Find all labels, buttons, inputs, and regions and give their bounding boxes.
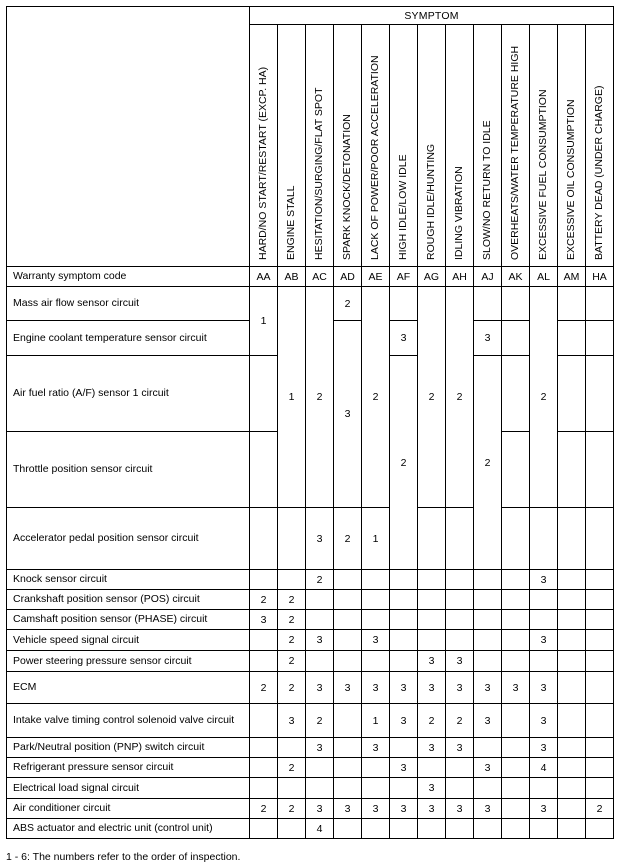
matrix-cell xyxy=(586,590,614,610)
symptom-col-header xyxy=(558,25,586,267)
matrix-cell: 3 xyxy=(530,704,558,738)
matrix-cell: 2 xyxy=(446,704,474,738)
matrix-cell: 2 xyxy=(250,672,278,704)
matrix-cell xyxy=(586,651,614,672)
symptom-name: ROUGH IDLE/HUNTING xyxy=(425,143,437,260)
matrix-cell xyxy=(306,778,334,799)
matrix-cell xyxy=(418,508,446,570)
matrix-cell xyxy=(586,570,614,590)
symptom-col-header xyxy=(278,25,306,267)
table-row xyxy=(7,758,614,778)
symptom-name: ENGINE STALL xyxy=(285,185,297,260)
matrix-cell xyxy=(250,508,278,570)
symptom-col-header xyxy=(306,25,334,267)
table-row xyxy=(7,590,614,610)
matrix-cell xyxy=(502,738,530,758)
warranty-code: AE xyxy=(362,267,390,287)
matrix-cell: 4 xyxy=(530,758,558,778)
warranty-code: HA xyxy=(586,267,614,287)
matrix-cell xyxy=(586,778,614,799)
matrix-cell xyxy=(446,590,474,610)
symptom-name: HIGH IDLE/LOW IDLE xyxy=(397,154,409,260)
matrix-cell: 2 xyxy=(278,758,306,778)
symptom-col-header xyxy=(586,25,614,267)
row-label: Engine coolant temperature sensor circuit xyxy=(7,321,250,356)
symptom-name: EXCESSIVE OIL CONSUMPTION xyxy=(565,99,577,260)
matrix-cell xyxy=(390,610,418,630)
row-label: Park/Neutral position (PNP) switch circuit xyxy=(7,738,250,758)
matrix-cell xyxy=(390,630,418,651)
matrix-cell xyxy=(334,610,362,630)
matrix-cell xyxy=(250,570,278,590)
row-label: Electrical load signal circuit xyxy=(7,778,250,799)
matrix-cell: 3 xyxy=(530,738,558,758)
matrix-cell xyxy=(558,356,586,432)
warranty-code: AM xyxy=(558,267,586,287)
matrix-cell xyxy=(334,758,362,778)
matrix-cell xyxy=(418,570,446,590)
matrix-cell xyxy=(250,356,278,432)
matrix-cell: 3 xyxy=(530,630,558,651)
matrix-cell: 3 xyxy=(474,321,502,356)
row-label: Accelerator pedal position sensor circuit xyxy=(7,508,250,570)
symptom-matrix-table xyxy=(6,6,614,839)
matrix-cell: 2 xyxy=(278,630,306,651)
matrix-cell xyxy=(502,799,530,819)
matrix-cell: 3 xyxy=(530,672,558,704)
matrix-cell: 3 xyxy=(334,799,362,819)
matrix-cell xyxy=(586,432,614,508)
row-label: Vehicle speed signal circuit xyxy=(7,630,250,651)
symptom-name: EXCESSIVE FUEL CONSUMPTION xyxy=(537,89,549,260)
matrix-cell xyxy=(418,610,446,630)
warranty-code: AD xyxy=(334,267,362,287)
symptom-col-header xyxy=(418,25,446,267)
symptom-col-header xyxy=(334,25,362,267)
matrix-cell: 2 xyxy=(474,356,502,570)
table-row xyxy=(7,630,614,651)
matrix-cell xyxy=(558,778,586,799)
matrix-cell xyxy=(530,590,558,610)
matrix-cell: 2 xyxy=(362,287,390,508)
matrix-cell: 3 xyxy=(446,799,474,819)
table-row xyxy=(7,778,614,799)
matrix-cell xyxy=(418,758,446,778)
matrix-cell xyxy=(390,651,418,672)
row-label: Camshaft position sensor (PHASE) circuit xyxy=(7,610,250,630)
matrix-cell xyxy=(446,570,474,590)
matrix-cell xyxy=(558,508,586,570)
symptom-name: SPARK KNOCK/DETONATION xyxy=(341,114,353,260)
matrix-cell xyxy=(502,321,530,356)
symptom-name: SLOW/NO RETURN TO IDLE xyxy=(481,120,493,260)
matrix-cell: 2 xyxy=(278,651,306,672)
row-label: ECM xyxy=(7,672,250,704)
matrix-cell: 3 xyxy=(530,570,558,590)
matrix-cell xyxy=(390,778,418,799)
matrix-cell xyxy=(558,819,586,839)
matrix-cell xyxy=(558,432,586,508)
matrix-cell xyxy=(558,610,586,630)
matrix-cell xyxy=(558,758,586,778)
matrix-cell: 3 xyxy=(306,799,334,819)
matrix-cell: 2 xyxy=(250,799,278,819)
table-row xyxy=(7,610,614,630)
matrix-cell xyxy=(586,610,614,630)
matrix-cell: 3 xyxy=(306,630,334,651)
matrix-cell: 2 xyxy=(306,287,334,508)
warranty-code: AL xyxy=(530,267,558,287)
matrix-cell: 3 xyxy=(502,672,530,704)
matrix-cell xyxy=(586,508,614,570)
symptom-col-header xyxy=(446,25,474,267)
matrix-cell xyxy=(334,819,362,839)
matrix-cell xyxy=(530,651,558,672)
matrix-cell: 3 xyxy=(390,321,418,356)
matrix-cell: 3 xyxy=(334,672,362,704)
matrix-cell xyxy=(586,704,614,738)
matrix-cell xyxy=(334,704,362,738)
footnote: 1 - 6: The numbers refer to the order of inspection. xyxy=(6,851,241,863)
matrix-cell: 2 xyxy=(418,287,446,508)
matrix-cell xyxy=(390,819,418,839)
matrix-cell xyxy=(558,287,586,321)
matrix-cell xyxy=(530,778,558,799)
matrix-cell xyxy=(502,630,530,651)
matrix-cell xyxy=(250,778,278,799)
matrix-cell xyxy=(446,610,474,630)
symptom-name: IDLING VIBRATION xyxy=(453,166,465,260)
row-label: Crankshaft position sensor (POS) circuit xyxy=(7,590,250,610)
matrix-cell: 1 xyxy=(362,704,390,738)
row-label: Knock sensor circuit xyxy=(7,570,250,590)
matrix-cell xyxy=(278,738,306,758)
matrix-cell xyxy=(474,630,502,651)
matrix-cell xyxy=(306,590,334,610)
matrix-cell xyxy=(250,630,278,651)
matrix-cell: 1 xyxy=(250,287,278,356)
table-row xyxy=(7,651,614,672)
matrix-cell xyxy=(558,321,586,356)
matrix-cell: 3 xyxy=(390,758,418,778)
matrix-cell xyxy=(502,356,530,432)
matrix-cell: 2 xyxy=(530,287,558,508)
matrix-cell xyxy=(362,778,390,799)
matrix-cell xyxy=(446,630,474,651)
matrix-cell: 3 xyxy=(362,630,390,651)
matrix-cell xyxy=(446,508,474,570)
matrix-cell: 3 xyxy=(418,799,446,819)
warranty-code: AA xyxy=(250,267,278,287)
matrix-cell: 2 xyxy=(278,590,306,610)
matrix-cell xyxy=(586,738,614,758)
matrix-cell: 2 xyxy=(390,356,418,570)
matrix-cell xyxy=(278,570,306,590)
matrix-cell: 3 xyxy=(418,738,446,758)
matrix-cell xyxy=(558,570,586,590)
matrix-cell: 3 xyxy=(362,672,390,704)
symptom-name: HESITATION/SURGING/FLAT SPOT xyxy=(313,87,325,260)
matrix-cell xyxy=(586,672,614,704)
matrix-cell: 3 xyxy=(334,321,362,508)
matrix-cell xyxy=(250,819,278,839)
matrix-cell: 3 xyxy=(446,672,474,704)
matrix-cell xyxy=(558,799,586,819)
matrix-cell: 2 xyxy=(306,704,334,738)
matrix-cell xyxy=(334,630,362,651)
matrix-cell xyxy=(390,287,418,321)
matrix-cell xyxy=(334,651,362,672)
matrix-cell xyxy=(250,704,278,738)
matrix-cell xyxy=(306,758,334,778)
row-label: Mass air flow sensor circuit xyxy=(7,287,250,321)
matrix-cell xyxy=(558,651,586,672)
matrix-cell: 3 xyxy=(390,704,418,738)
warranty-code-row xyxy=(7,267,614,287)
row-label: Air conditioner circuit xyxy=(7,799,250,819)
matrix-cell: 3 xyxy=(418,651,446,672)
matrix-cell xyxy=(502,508,530,570)
matrix-cell xyxy=(558,672,586,704)
matrix-cell xyxy=(334,738,362,758)
symptom-name: HARD/NO START/RESTART (EXCP. HA) xyxy=(257,66,269,260)
matrix-cell xyxy=(250,758,278,778)
matrix-cell: 2 xyxy=(306,570,334,590)
matrix-cell xyxy=(558,630,586,651)
matrix-cell xyxy=(530,610,558,630)
row-label: Throttle position sensor circuit xyxy=(7,432,250,508)
matrix-cell xyxy=(558,590,586,610)
matrix-cell: 3 xyxy=(446,651,474,672)
row-label: Refrigerant pressure sensor circuit xyxy=(7,758,250,778)
table-row xyxy=(7,738,614,758)
matrix-cell: 3 xyxy=(306,738,334,758)
matrix-cell xyxy=(362,651,390,672)
matrix-cell: 2 xyxy=(334,508,362,570)
warranty-code: AB xyxy=(278,267,306,287)
matrix-cell xyxy=(502,610,530,630)
matrix-cell: 3 xyxy=(530,799,558,819)
matrix-cell: 3 xyxy=(278,704,306,738)
matrix-cell xyxy=(390,738,418,758)
matrix-cell xyxy=(390,590,418,610)
matrix-cell xyxy=(530,508,558,570)
matrix-cell xyxy=(502,758,530,778)
row-label: Intake valve timing control solenoid valve circuit xyxy=(7,704,250,738)
matrix-cell xyxy=(530,819,558,839)
table-row xyxy=(7,819,614,839)
matrix-cell: 1 xyxy=(278,287,306,508)
corner-cell xyxy=(7,7,250,267)
matrix-cell xyxy=(334,590,362,610)
matrix-cell xyxy=(334,570,362,590)
matrix-cell: 3 xyxy=(306,508,334,570)
matrix-cell xyxy=(446,819,474,839)
matrix-cell xyxy=(502,651,530,672)
matrix-cell: 3 xyxy=(362,738,390,758)
matrix-cell xyxy=(390,570,418,590)
matrix-cell: 2 xyxy=(418,704,446,738)
matrix-cell: 3 xyxy=(418,672,446,704)
matrix-cell xyxy=(586,321,614,356)
symptom-col-header xyxy=(474,25,502,267)
warranty-code: AJ xyxy=(474,267,502,287)
matrix-cell: 3 xyxy=(418,778,446,799)
matrix-cell xyxy=(558,738,586,758)
matrix-cell: 3 xyxy=(390,672,418,704)
table-row xyxy=(7,570,614,590)
table-row xyxy=(7,508,614,570)
matrix-cell xyxy=(362,610,390,630)
matrix-cell: 2 xyxy=(278,610,306,630)
matrix-cell xyxy=(362,590,390,610)
matrix-cell xyxy=(446,758,474,778)
row-label: ABS actuator and electric unit (control unit) xyxy=(7,819,250,839)
matrix-cell: 3 xyxy=(362,799,390,819)
matrix-cell xyxy=(250,651,278,672)
matrix-cell: 3 xyxy=(250,610,278,630)
matrix-cell xyxy=(250,432,278,508)
matrix-cell: 1 xyxy=(362,508,390,570)
matrix-cell: 2 xyxy=(250,590,278,610)
matrix-cell xyxy=(586,758,614,778)
matrix-cell: 3 xyxy=(306,672,334,704)
symptom-name: LACK OF POWER/POOR ACCELERATION xyxy=(369,55,381,260)
symptom-header: SYMPTOM xyxy=(250,7,614,25)
warranty-code: AG xyxy=(418,267,446,287)
matrix-cell: 3 xyxy=(474,672,502,704)
symptom-col-header xyxy=(530,25,558,267)
matrix-cell xyxy=(474,610,502,630)
matrix-cell xyxy=(362,819,390,839)
matrix-cell xyxy=(474,778,502,799)
matrix-cell xyxy=(586,630,614,651)
warranty-code: AH xyxy=(446,267,474,287)
warranty-code: AK xyxy=(502,267,530,287)
symptom-col-header xyxy=(390,25,418,267)
table-row xyxy=(7,672,614,704)
matrix-cell: 4 xyxy=(306,819,334,839)
warranty-code-label: Warranty symptom code xyxy=(7,267,250,287)
matrix-cell: 2 xyxy=(334,287,362,321)
matrix-cell xyxy=(334,778,362,799)
symptom-col-header xyxy=(250,25,278,267)
matrix-cell: 3 xyxy=(474,704,502,738)
matrix-cell xyxy=(558,704,586,738)
matrix-cell xyxy=(586,356,614,432)
matrix-cell xyxy=(278,819,306,839)
matrix-cell xyxy=(418,590,446,610)
table-row xyxy=(7,704,614,738)
matrix-cell xyxy=(474,819,502,839)
matrix-cell xyxy=(362,758,390,778)
matrix-cell xyxy=(250,738,278,758)
matrix-cell: 2 xyxy=(278,799,306,819)
matrix-cell xyxy=(278,778,306,799)
symptom-col-header xyxy=(502,25,530,267)
row-label: Air fuel ratio (A/F) sensor 1 circuit xyxy=(7,356,250,432)
matrix-cell xyxy=(474,570,502,590)
warranty-code: AF xyxy=(390,267,418,287)
matrix-cell xyxy=(502,778,530,799)
table-row xyxy=(7,799,614,819)
warranty-code: AC xyxy=(306,267,334,287)
matrix-cell: 2 xyxy=(278,672,306,704)
row-label: Power steering pressure sensor circuit xyxy=(7,651,250,672)
matrix-cell xyxy=(502,819,530,839)
matrix-cell xyxy=(502,590,530,610)
matrix-cell xyxy=(362,570,390,590)
matrix-cell xyxy=(418,819,446,839)
matrix-cell xyxy=(418,630,446,651)
matrix-cell xyxy=(502,704,530,738)
matrix-cell xyxy=(278,508,306,570)
table-row xyxy=(7,287,614,321)
matrix-cell xyxy=(586,819,614,839)
symptom-name: BATTERY DEAD (UNDER CHARGE) xyxy=(593,85,605,260)
matrix-cell xyxy=(474,590,502,610)
matrix-cell xyxy=(586,287,614,321)
matrix-cell xyxy=(306,651,334,672)
matrix-cell xyxy=(474,738,502,758)
matrix-cell xyxy=(306,610,334,630)
matrix-cell: 3 xyxy=(446,738,474,758)
matrix-cell xyxy=(474,651,502,672)
matrix-cell: 3 xyxy=(390,799,418,819)
matrix-cell xyxy=(502,287,530,321)
symptom-name: OVERHEATS/WATER TEMPERATURE HIGH xyxy=(509,45,521,260)
matrix-cell xyxy=(474,287,502,321)
matrix-cell xyxy=(446,778,474,799)
symptom-col-header xyxy=(362,25,390,267)
matrix-cell: 2 xyxy=(446,287,474,508)
matrix-cell: 2 xyxy=(586,799,614,819)
matrix-cell xyxy=(502,570,530,590)
matrix-cell: 3 xyxy=(474,758,502,778)
matrix-cell xyxy=(502,432,530,508)
matrix-cell: 3 xyxy=(474,799,502,819)
